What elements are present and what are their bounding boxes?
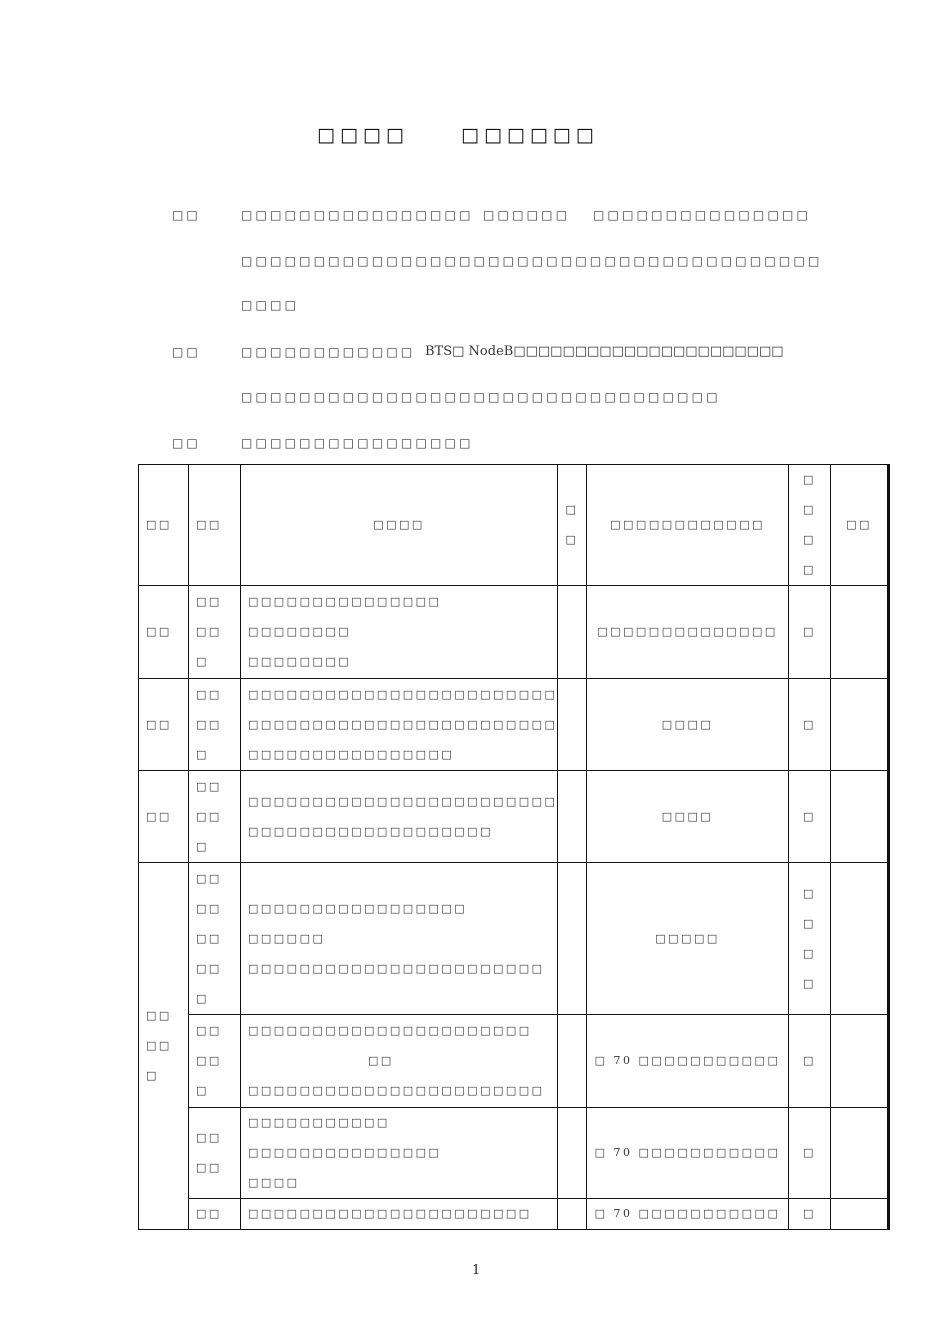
intro-1-line-3: □□□□	[241, 298, 300, 312]
row-result: □ □ □ □	[789, 863, 831, 1015]
row-result: □	[789, 1199, 831, 1230]
row-content: □□□□□□□□□□□□□□□□□□□□□□□□ □□□□□□□□□□□□□□□□□□□□□□□	[241, 1015, 558, 1108]
row-standard: □□□□	[587, 679, 789, 771]
intro-1-line-1b: □□□□□□	[483, 208, 571, 222]
row-item: □□ □□ □	[189, 1015, 241, 1108]
row-remark	[831, 1199, 889, 1230]
row-empty	[558, 1108, 587, 1199]
section-number-3: □□	[172, 436, 201, 450]
intro-1-line-1c: □□□□□□□□□□□□□□□	[593, 208, 812, 222]
table-row	[139, 771, 889, 863]
row-result: □	[789, 1015, 831, 1108]
row-standard: □ 70 □□□□□□□□□□□	[587, 1015, 789, 1108]
row-remark	[831, 1108, 889, 1199]
row-standard: □□□□□□□□□□□□□□	[587, 586, 789, 679]
table-row	[139, 679, 889, 771]
section-number-1: □□	[172, 208, 201, 222]
row-standard: □ 70 □□□□□□□□□□□	[587, 1108, 789, 1199]
row-item: □□ □□ □	[189, 679, 241, 771]
intro-1-line-2: □□□□□□□□□□□□□□□□□□□□□□□□□□□□□□□□□□□□□□□□	[241, 254, 823, 268]
header-content: □□□□	[241, 465, 558, 586]
row-no: □□	[139, 586, 189, 679]
header-col4: □ □	[558, 465, 587, 586]
row-empty	[558, 586, 587, 679]
row-item: □□ □□ □	[189, 586, 241, 679]
page-number: 1	[472, 1263, 481, 1278]
header-no: □□	[139, 465, 189, 586]
row-content: □□□□□□□□□□□□□□□□□□□□□□□□ □□□□□□□□□□□□□□□□□□□□□□□□ □□□□□□□□□□□□□□□□	[241, 679, 558, 771]
header-item: □□	[189, 465, 241, 586]
intro-3-line-1: □□□□□□□□□□□□□□□□	[241, 436, 474, 450]
row-no: □□	[139, 679, 189, 771]
row-remark	[831, 679, 889, 771]
intro-2-line-1a: □□□□□□□□□□□□	[241, 345, 416, 359]
table-row	[139, 1108, 889, 1199]
inspection-table	[138, 464, 890, 1230]
intro-2-line-2: □□□□□□□□□□□□□□□□□□□□□□□□□□□□□□□□□	[241, 390, 721, 404]
row-content: □□□□□□□□□□□□□□□□□□□□□□	[241, 1199, 558, 1230]
row-no-merged: □□ □□ □	[139, 863, 189, 1230]
title-left: □□□□	[317, 124, 409, 146]
row-result: □	[789, 586, 831, 679]
row-item: □□ □□	[189, 1108, 241, 1199]
row-remark	[831, 771, 889, 863]
header-col6: □ □ □ □	[789, 465, 831, 586]
table-header-row	[139, 465, 889, 586]
row-empty	[558, 863, 587, 1015]
row-content: □□□□□□□□□□□□□□□□□□□□□□□ □□□□□□□□□□□□□□□□□□□□□□□	[241, 863, 558, 1015]
row-content: □□□□□□□□□□□□□□□□□□□□□□□□□□ □□□□	[241, 1108, 558, 1199]
row-result: □	[789, 1108, 831, 1199]
row-remark	[831, 863, 889, 1015]
header-standard: □□□□□□□□□□□□	[587, 465, 789, 586]
row-no: □□	[139, 771, 189, 863]
row-content: □□□□□□□□□□□□□□□□□□□□□□□ □□□□□□□□	[241, 586, 558, 679]
intro-1-line-1a: □□□□□□□□□□□□□□□□	[241, 208, 474, 222]
row-content: □□□□□□□□□□□□□□□□□□□□□□□□ □□□□□□□□□□□□□□□□□□□	[241, 771, 558, 863]
row-remark	[831, 586, 889, 679]
table-row	[139, 586, 889, 679]
row-item: □□	[189, 1199, 241, 1230]
row-empty	[558, 771, 587, 863]
section-number-2: □□	[172, 345, 201, 359]
intro-2-line-1b: BTS□ NodeB□□□□□□□□□□□□□□□□□□□□□□	[425, 344, 784, 359]
title-right: □□□□□□	[461, 124, 599, 146]
row-empty	[558, 679, 587, 771]
table-row	[139, 1015, 889, 1108]
header-remark: □□	[831, 465, 889, 586]
row-empty	[558, 1199, 587, 1230]
row-result: □	[789, 771, 831, 863]
row-result: □	[789, 679, 831, 771]
row-remark	[831, 1015, 889, 1108]
row-item: □□ □□ □□ □□ □	[189, 863, 241, 1015]
row-empty	[558, 1015, 587, 1108]
row-item: □□ □□ □	[189, 771, 241, 863]
table-row	[139, 863, 889, 1015]
row-standard: □□□□□	[587, 863, 789, 1015]
row-standard: □□□□	[587, 771, 789, 863]
table-row	[139, 1199, 889, 1230]
row-standard: □ 70 □□□□□□□□□□□	[587, 1199, 789, 1230]
